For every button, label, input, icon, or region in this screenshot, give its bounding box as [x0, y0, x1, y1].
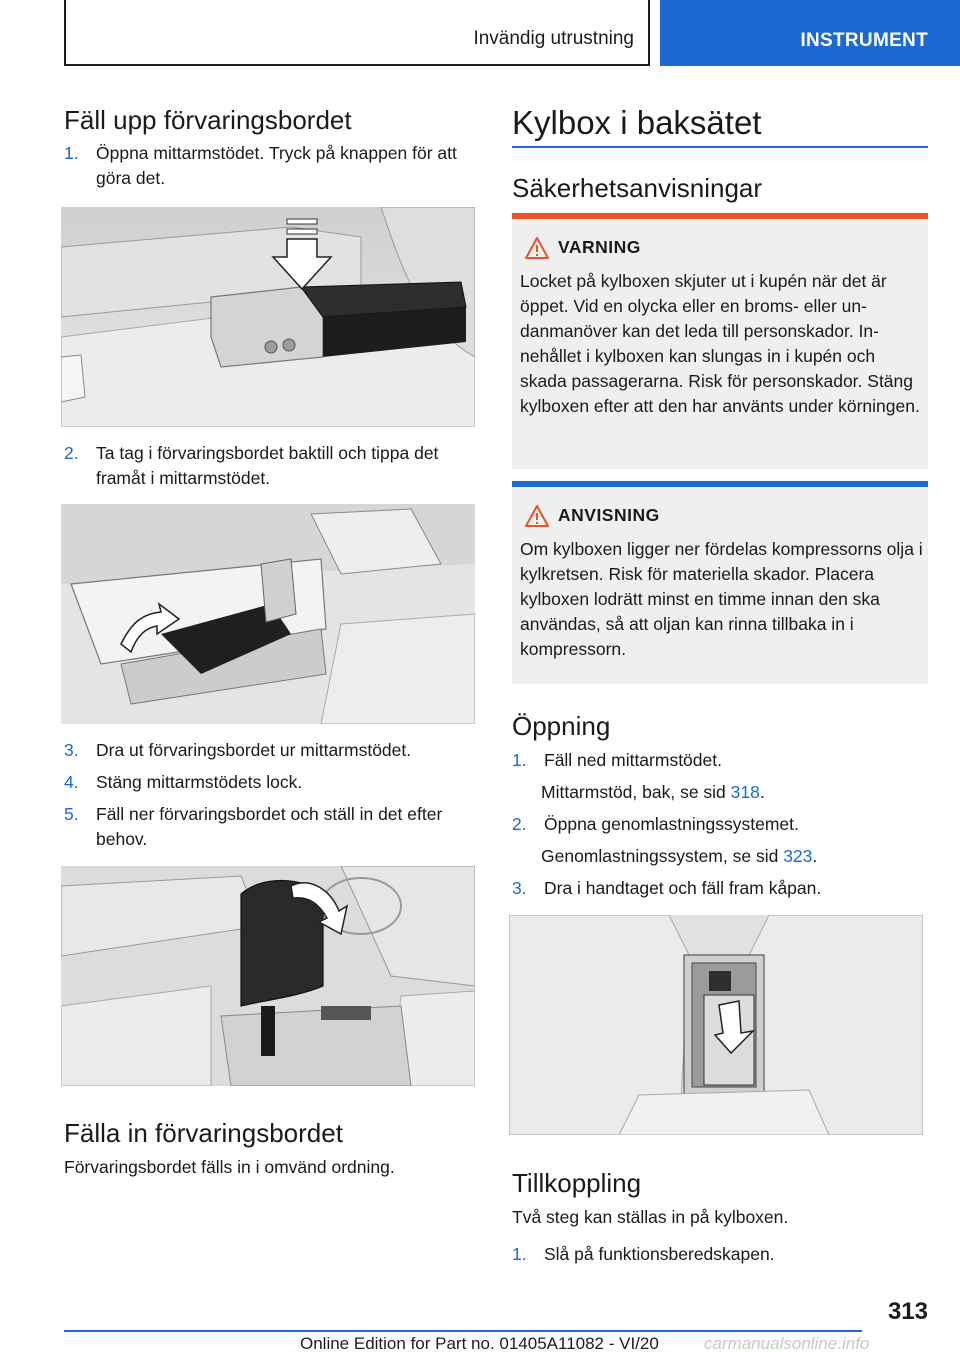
heading-underline: [512, 146, 928, 148]
step-number: 3.: [64, 740, 79, 760]
opening-step-1: [512, 748, 928, 774]
opening-step-2: [512, 812, 928, 838]
step-number: 3.: [512, 878, 527, 898]
ref-prefix: Genomlastningssystem, se sid: [541, 846, 784, 866]
switch-step-1: [512, 1242, 928, 1268]
step-number: 5.: [64, 804, 79, 824]
footer-rule: [64, 1330, 862, 1332]
step-number: 4.: [64, 772, 79, 792]
step-number: 1.: [64, 143, 79, 163]
page-link-323[interactable]: 323: [783, 846, 813, 866]
illustration-fold-table: [61, 866, 475, 1086]
page-number: 313: [887, 1298, 928, 1325]
illustration-armrest-button: [61, 207, 475, 427]
footer-watermark: carmanualsonline.info: [704, 1334, 870, 1353]
step-text: Slå på funktionsberedskapen.: [544, 1244, 775, 1264]
ref-prefix: Mittarmstöd, bak, se sid: [541, 782, 731, 802]
header-section-title: Invändig utrustning: [473, 28, 634, 49]
notice-triangle-icon: [524, 503, 550, 529]
notice-box: [512, 481, 928, 684]
heading-open-table: Fäll upp förvaringsbordet: [64, 105, 352, 135]
notice-text: Om kylboxen ligger ner fördelas kompressorns olja i kylkretsen. Risk för materiella skador. Placera kylboxen lodrätt minst en timme innan den ska användas, så att oljan kan rinna tillbaka in i kompressorn.: [520, 539, 923, 659]
warning-bar: [512, 213, 928, 219]
step-4-close-lid: [64, 770, 474, 796]
step-text: Öppna genomlastningssystemet.: [544, 814, 799, 834]
warning-triangle-icon: [524, 235, 550, 261]
step-number: 2.: [64, 443, 79, 463]
ref-suffix: .: [812, 846, 818, 866]
step-2-tip-table: [64, 441, 474, 491]
step-text: Stäng mittarmstödets lock.: [96, 772, 303, 792]
opening-step-3: [512, 876, 928, 902]
step-text: Dra i handtaget och fäll fram kåpan.: [544, 878, 822, 898]
illustration-tip-table: [61, 504, 475, 724]
heading-cooler-box: Kylbox i baksätet: [512, 104, 762, 141]
ref-through-load: [541, 844, 925, 869]
switch-text: Två steg kan ställas in på kylboxen.: [512, 1207, 789, 1227]
ref-armrest: [541, 780, 925, 805]
heading-switch-on: Tillkoppling: [512, 1168, 642, 1198]
heading-close-table: Fälla in förvaringsbordet: [64, 1118, 343, 1148]
step-5-fold-down: [64, 802, 474, 852]
step-3-pull-out: [64, 738, 474, 764]
step-number: 1.: [512, 750, 527, 770]
step-text: Öppna mittarmstödet. Tryck på knappen för att göra det.: [96, 143, 457, 188]
ref-suffix: .: [759, 782, 765, 802]
illustration-cooler-cover: [509, 915, 923, 1135]
page-link-318[interactable]: 318: [730, 782, 760, 802]
step-text: Fäll ned mittarmstödet.: [544, 750, 722, 770]
header-chapter-title: INSTRUMENT: [800, 30, 928, 51]
notice-bar: [512, 481, 928, 487]
warning-title: VARNING: [558, 237, 641, 257]
step-text: Fäll ner förvaringsbordet och ställ in det efter behov.: [96, 804, 443, 849]
close-table-text: Förvaringsbordet fälls in i omvänd ordning.: [64, 1157, 395, 1177]
step-text: Ta tag i förvaringsbordet baktill och tippa det framåt i mittarmstödet.: [96, 443, 439, 488]
footer-edition: Online Edition for Part no. 01405A11082 - VI/20: [300, 1334, 659, 1353]
warning-text: Locket på kylboxen skjuter ut i kupén när det är öppet. Vid en olycka eller en broms- eller undanmanöver kan det leda till personskador. Innehållet i kylboxen kan slungas in i kupén och skada passagerarna. Risk för personskador. Stäng kylboxen efter att den har använts under körningen.: [520, 271, 920, 416]
heading-safety-instructions: Säkerhetsanvisningar: [512, 173, 763, 203]
notice-title: ANVISNING: [558, 505, 660, 525]
step-1-open-armrest: [64, 141, 474, 191]
step-number: 2.: [512, 814, 527, 834]
step-number: 1.: [512, 1244, 527, 1264]
heading-opening: Öppning: [512, 711, 611, 741]
step-text: Dra ut förvaringsbordet ur mittarmstödet.: [96, 740, 412, 760]
warning-box: [512, 213, 928, 469]
